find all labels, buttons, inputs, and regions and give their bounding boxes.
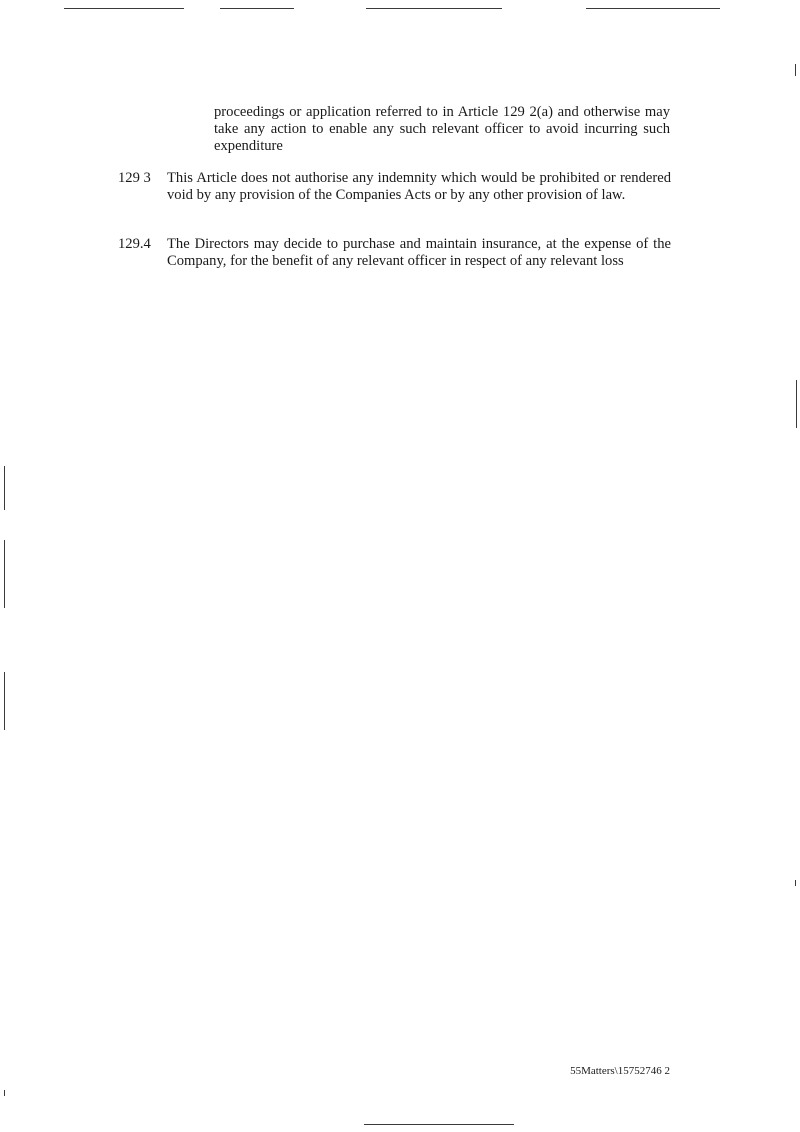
right-margin-mark-1 (795, 64, 796, 76)
right-margin-mark-2 (796, 380, 797, 428)
top-scan-line-1 (64, 8, 184, 9)
top-scan-line-2 (220, 8, 294, 9)
top-scan-line-3 (366, 8, 502, 9)
left-margin-mark-1 (4, 466, 5, 510)
continuation-paragraph: proceedings or application referred to in Article 129 2(a) and otherwise may take any action to enable any such relevant officer to avoid incurring such expenditure (214, 104, 670, 154)
clause-number: 129.4 (118, 236, 151, 252)
left-margin-mark-2 (4, 540, 5, 608)
bottom-scan-line (364, 1124, 514, 1125)
clause-number: 129 3 (118, 170, 151, 186)
clause-text: This Article does not authorise any indemnity which would be prohibited or rendered void by any provision of the Companies Acts or by any other provision of law. (167, 170, 671, 203)
clause-129-4 (118, 236, 671, 270)
clause-129-3 (118, 170, 671, 204)
left-margin-mark-4 (4, 1090, 5, 1096)
clause-text: The Directors may decide to purchase and maintain insurance, at the expense of the Company, for the benefit of any relevant officer in respect of any relevant loss (167, 236, 671, 269)
right-margin-mark-3 (795, 880, 796, 886)
left-margin-mark-3 (4, 672, 5, 730)
top-scan-line-4 (586, 8, 720, 9)
footer-document-reference: 55Matters\15752746 2 (570, 1065, 670, 1077)
